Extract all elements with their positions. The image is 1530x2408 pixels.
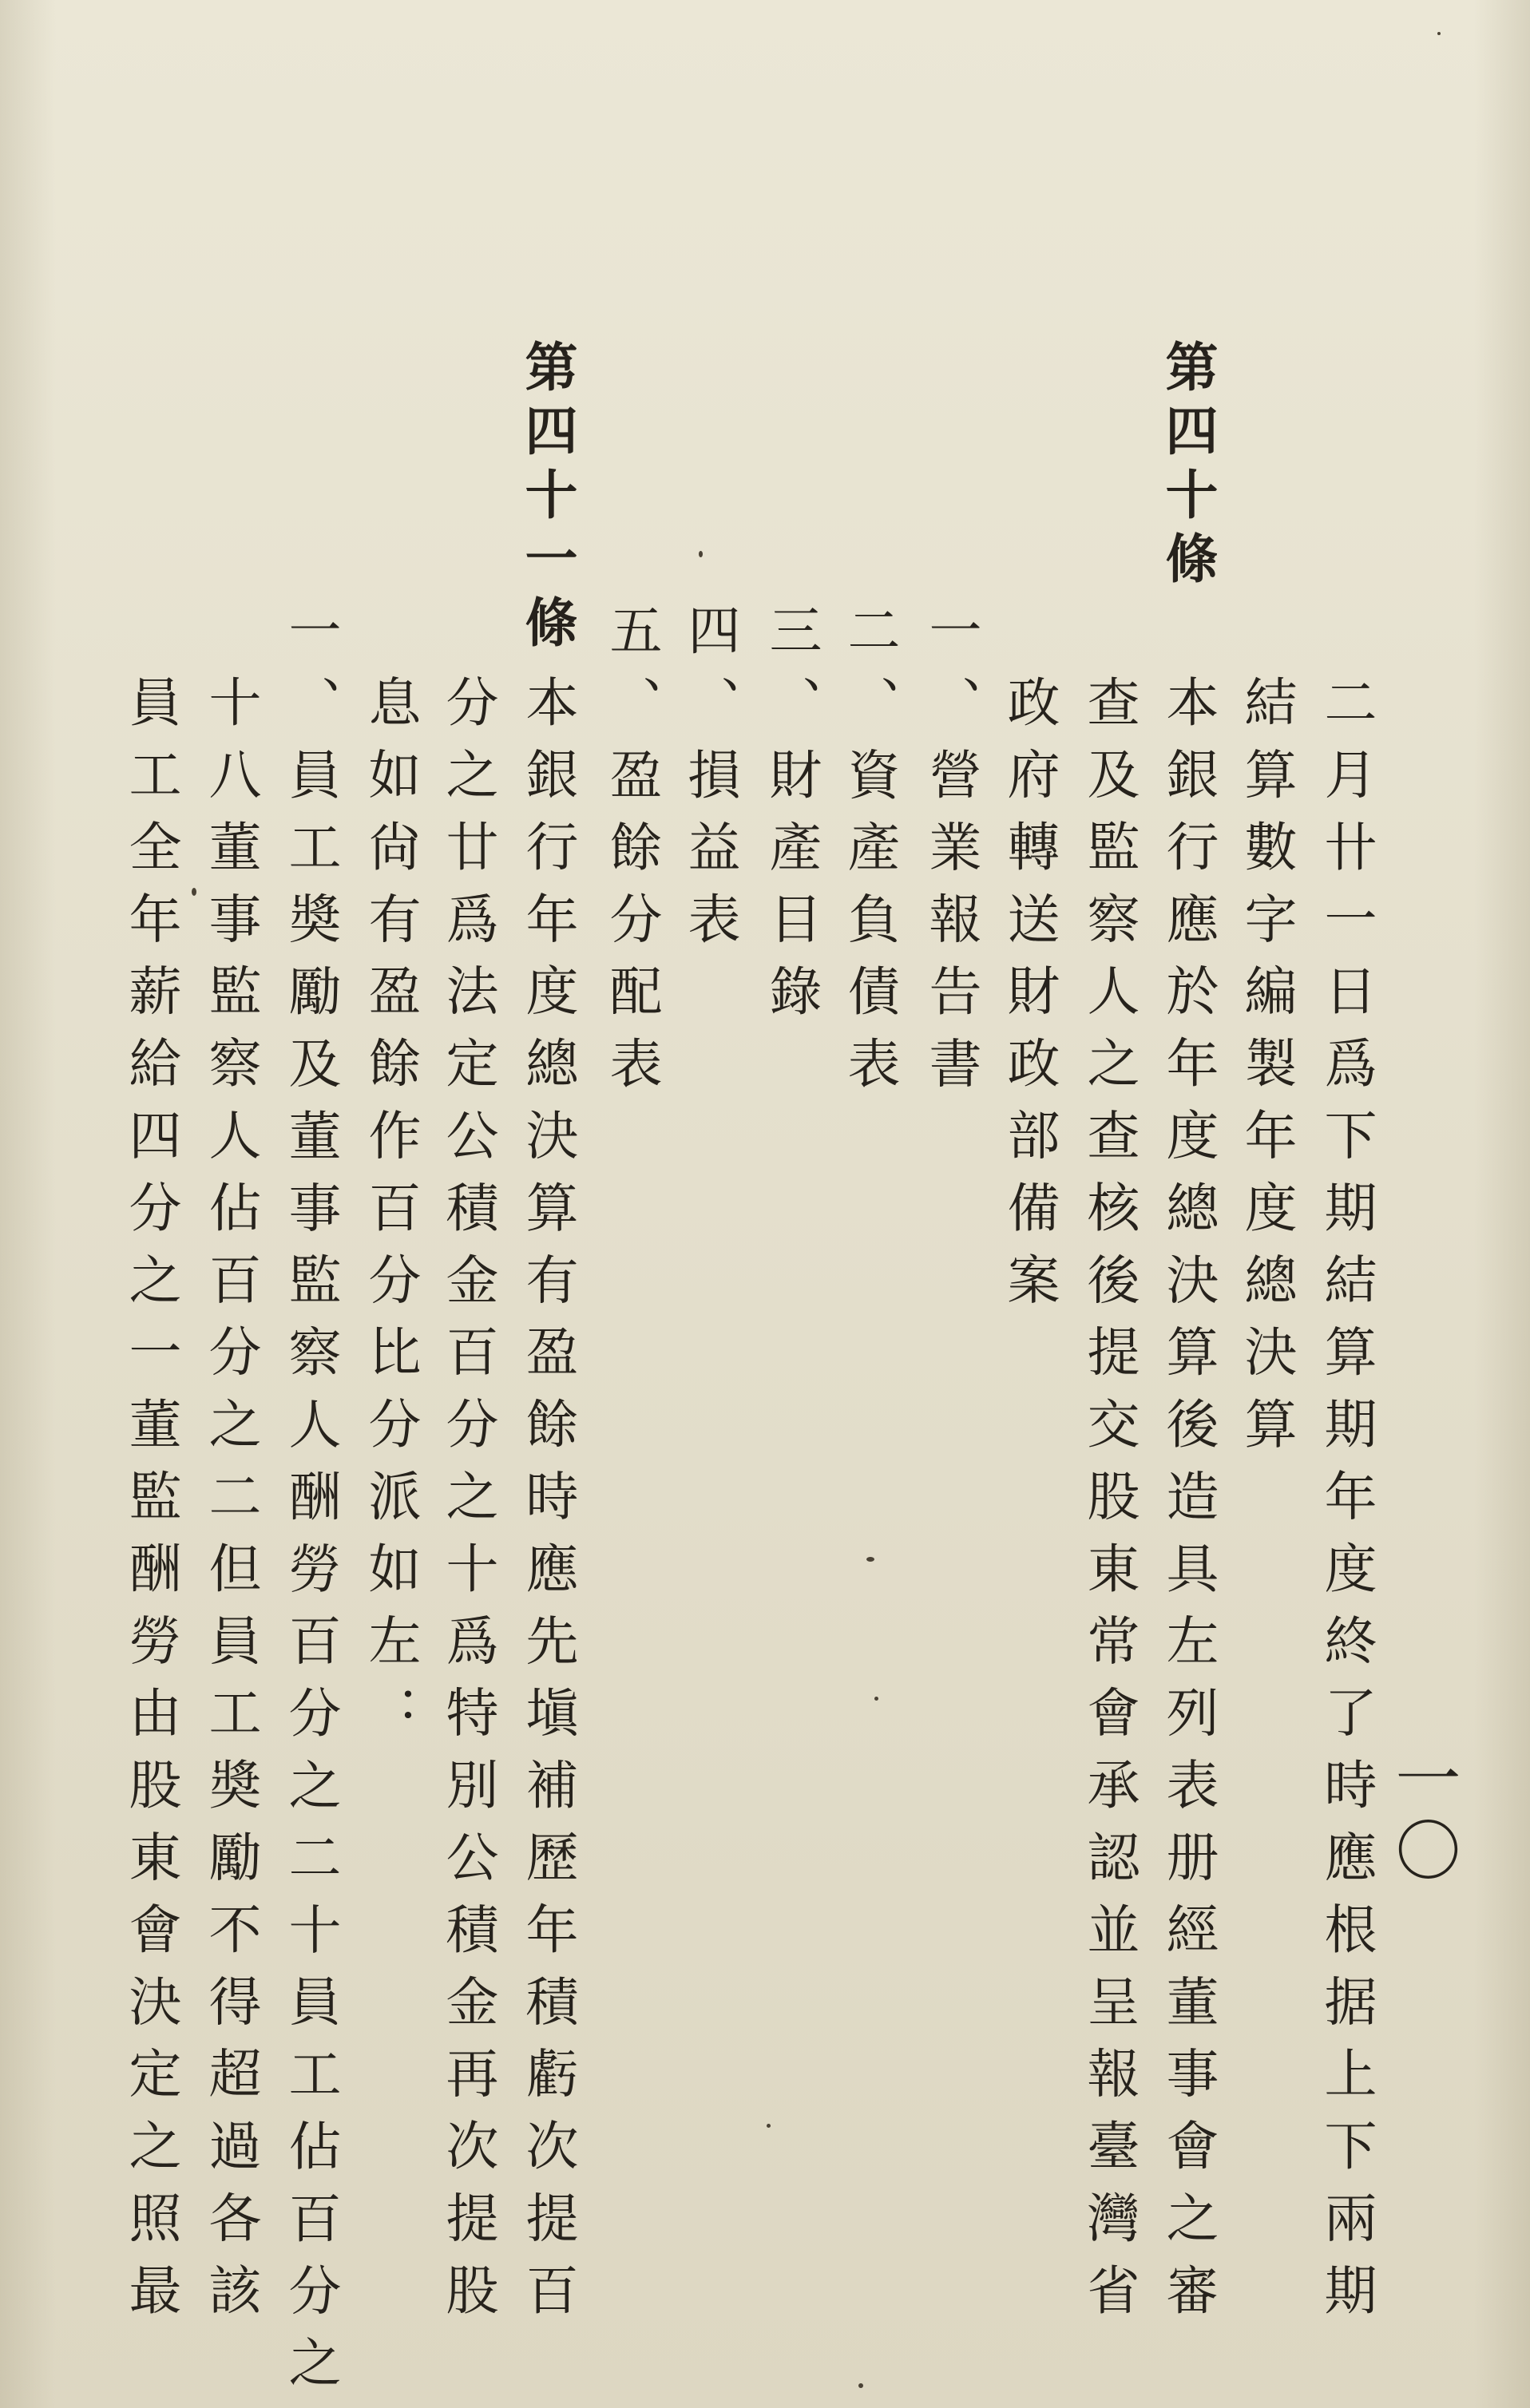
article-41-heading: 第四十一條 xyxy=(516,339,578,659)
scan-speck xyxy=(767,2124,771,2128)
article-40-heading: 第四十條 xyxy=(1156,339,1219,595)
text-column-10: 十八董事監察人佔百分之二但員工奬勵不得超過各該 xyxy=(200,675,261,2335)
page-number: 一〇 xyxy=(1385,1745,1461,1888)
list-item-4: 四、損益表 xyxy=(679,603,740,964)
scan-speck xyxy=(192,888,196,896)
scan-speck xyxy=(699,551,703,557)
list-item-1: 一、營業報告書 xyxy=(920,603,981,1108)
page-edge-shadow-left xyxy=(0,0,56,2408)
page-edge-shadow-right xyxy=(1474,0,1530,2408)
scan-speck xyxy=(858,2383,863,2388)
text-column-3: 本銀行應於年度總決算後造具左列表册經董事會之審 xyxy=(1157,675,1219,2335)
text-column-6: 本銀行年度總決算有盈餘時應先塡補歷年積虧次提百 xyxy=(517,675,578,2335)
scan-speck xyxy=(1437,32,1441,35)
list-item-5: 五、盈餘分配表 xyxy=(601,603,662,1108)
list-item-2: 二、資產負債表 xyxy=(838,603,900,1108)
text-column-4: 查及監察人之查核後提交股東常會承認並呈報臺灣省 xyxy=(1078,675,1140,2335)
scan-speck xyxy=(866,1557,874,1562)
text-column-8: 息如尙有盈餘作百分比分派如左： xyxy=(359,675,421,1757)
text-column-1: 二月卄一日爲下期結算期年度終了時應根据上下兩期 xyxy=(1315,675,1377,2335)
text-column-7: 分之廿爲法定公積金百分之十爲特別公積金再次提股 xyxy=(437,675,498,2335)
text-column-11: 員工全年薪給四分之一董監酬勞由股東會決定之照最 xyxy=(120,675,181,2335)
list-item-3: 三、財產目錄 xyxy=(760,603,822,1036)
text-column-9: 一、員工奬勵及董事監察人酬勞百分之二十員工佔百分之 xyxy=(279,603,341,2407)
text-column-5: 政府轉送財政部備案 xyxy=(998,675,1060,1325)
text-column-2: 結算數字編製年度總決算 xyxy=(1235,675,1297,1469)
scan-speck xyxy=(874,1697,878,1701)
